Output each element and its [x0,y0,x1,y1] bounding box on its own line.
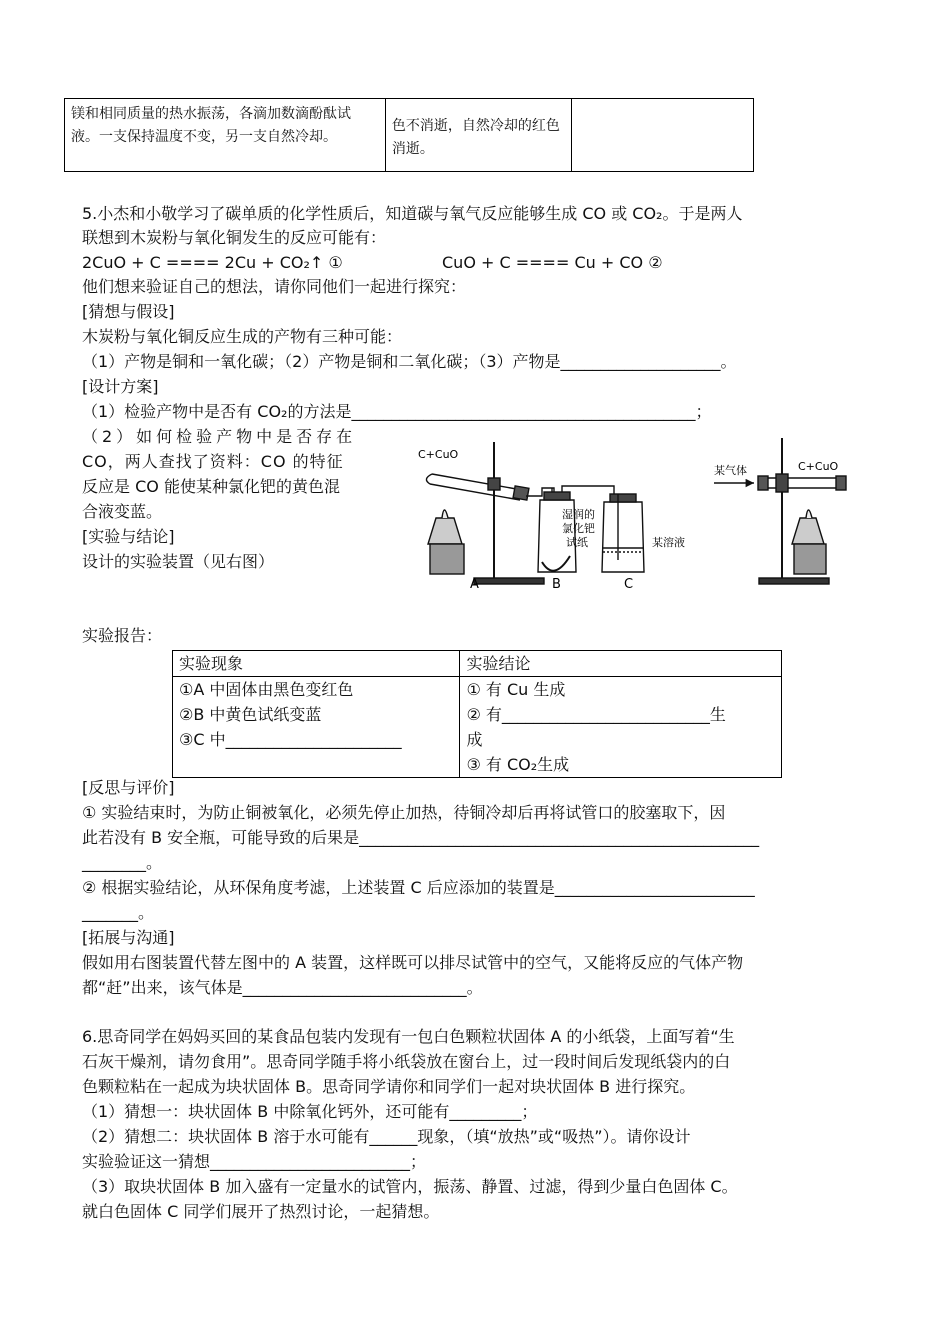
section-design-heading: [设计方案] [82,377,159,396]
phenomenon-3: ③C 中______________________ [179,730,402,749]
design-1: （1）检验产物中是否有 CO₂的方法是___________________________________________； [82,402,712,421]
header-phenomenon: 实验现象 [173,651,460,677]
label-gas: 某气体 [714,464,747,477]
q6-line-3: 色颗粒粘在一起成为块状固体 B。思奇同学请你和同学们一起对块状固体 B 进行探究。 [82,1077,696,1096]
report-label: 实验报告： [82,626,163,645]
reflect-2-line-1: ② 根据实验结论，从环保角度考滤，上述装置 C 后应添加的装置是_________________________ [82,878,755,897]
reflect-1-line-2: 此若没有 B 安全瓶，可能导致的后果是__________________________________________________ [82,828,760,847]
table-cell: 镁和相同质量的热水振荡，各滴加数滴酚酞试液。一支保持温度不变，另一支自然冷却。 [65,99,386,172]
top-continuation-table [64,98,754,172]
label-paper-1: 湿润的 [562,508,595,521]
q6-line-1: 6.思奇同学在妈妈买回的某食品包装内发现有一包白色颗粒状固体 A 的小纸袋，上面写着“生 [82,1027,735,1046]
apparatus-diagram [414,432,864,594]
q5-intro-1: 5.小杰和小敬学习了碳单质的化学性质后，知道碳与氧气反应能够生成 CO 或 CO₂。于是两人 [82,204,743,223]
label-c: C [624,577,634,592]
design-2-line-4: 合液变蓝。 [82,502,163,521]
conclusion-2b: 成 [466,730,483,749]
label-b: B [552,577,561,592]
table-row [173,651,782,677]
q6-line-8: 就白色固体 C 同学们展开了热烈讨论，一起猜想。 [82,1202,440,1221]
label-reactant-left: C+CuO [418,448,459,461]
conclusion-3: ③ 有 CO₂生成 [466,755,570,774]
label-paper-2: 氯化钯 [562,522,595,535]
test-tube-a [430,474,522,500]
q6-line-6: 实验验证这一猜想_________________________； [82,1152,427,1171]
design-2-line-2: CO，两人查找了资料：CO 的特征 [82,452,344,471]
section-experiment-heading: [实验与结论] [82,527,175,546]
q6-line-5: （2）猜想二：块状固体 B 溶于水可能有______现象，（填“放热”或“吸热”）。请你设计 [82,1127,691,1146]
phenomenon-1: ①A 中固体由黑色变红色 [179,680,354,699]
q6-line-2: 石灰干燥剂，请勿食用”。思奇同学随手将小纸袋放在窗台上，过一段时间后发现纸袋内的白 [82,1052,731,1071]
equation-2: CuO + C ==== Cu + CO ② [442,253,663,272]
guess-intro: 木炭粉与氧化铜反应生成的产物有三种可能： [82,327,403,346]
test-tube-right [762,478,842,488]
section-extend-heading: [拓展与沟通] [82,928,175,947]
conclusion-2a: ② 有__________________________生 [466,705,726,724]
section-reflect-heading: [反思与评价] [82,778,175,797]
phenomenon-2: ②B 中黄色试纸变蓝 [179,705,322,724]
design-2-line-1: （2）如何检验产物中是否存在 [82,427,357,446]
label-reactant-right: C+CuO [798,460,839,473]
reflect-1-line-3: ________。 [82,853,163,872]
stand-base-a [474,578,544,584]
alcohol-lamp-a [428,518,462,544]
alcohol-lamp-right [792,518,824,544]
experiment-device-note: 设计的实验装置（见右图） [82,552,275,571]
reflect-2-line-2: _______。 [82,903,155,922]
label-solution: 某溶液 [652,536,685,549]
q6-line-4: （1）猜想一：块状固体 B 中除氧化钙外，还可能有_________； [82,1102,538,1121]
table-row [173,677,782,778]
design-2-line-3: 反应是 CO 能使某种氯化钯的黄色混 [82,477,340,496]
extend-line-2: 都“赶”出来，该气体是____________________________。 [82,978,483,997]
table-row [65,99,754,172]
equation-1: 2CuO + C ==== 2Cu + CO₂↑ ① [82,253,343,272]
q5-intro-3: 他们想来验证自己的想法，请你同他们一起进行探究： [82,277,467,296]
table-cell: 色不消逝，自然冷却的红色消逝。 [385,99,571,172]
bottle-c [602,502,644,572]
reflect-1-line-1: ① 实验结束时，为防止铜被氧化，必须先停止加热，待铜冷却后再将试管口的胶塞取下，因 [82,803,726,822]
section-guess-heading: [猜想与假设] [82,302,175,321]
stand-base-right [759,578,829,584]
label-a: A [470,577,479,592]
header-conclusion: 实验结论 [460,651,782,677]
q5-intro-2: 联想到木炭粉与氧化铜发生的反应可能有： [82,228,387,247]
label-paper-3: 试纸 [566,536,588,549]
guess-list: （1）产物是铜和一氧化碳；（2）产物是铜和二氧化碳；（3）产物是____________________。 [82,352,737,371]
table-cell [571,99,753,172]
experiment-report-table [172,650,782,778]
extend-line-1: 假如用右图装置代替左图中的 A 装置，这样既可以排尽试管中的空气，又能将反应的气体产物 [82,953,744,972]
conclusion-1: ① 有 Cu 生成 [466,680,566,699]
q6-line-7: （3）取块状固体 B 加入盛有一定量水的试管内，振荡、静置、过滤，得到少量白色固体 C。 [82,1177,738,1196]
